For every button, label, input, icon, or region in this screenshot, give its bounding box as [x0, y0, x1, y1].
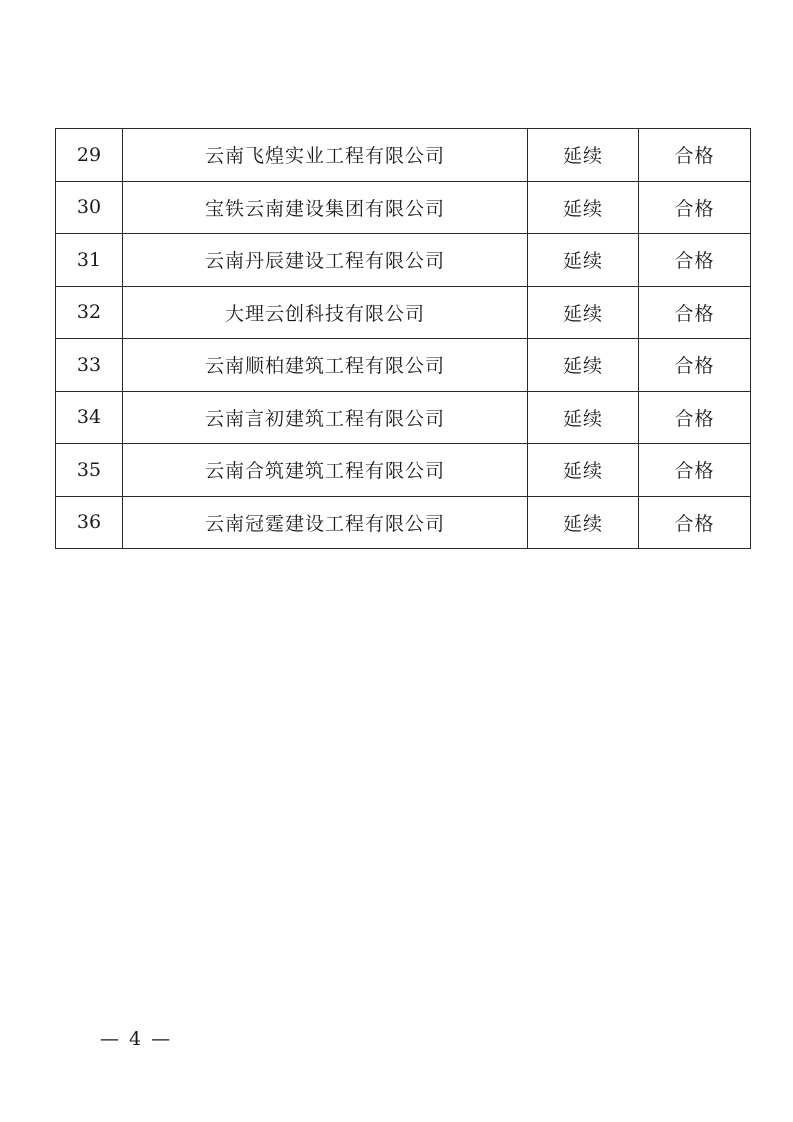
row-number-cell: 35 — [56, 444, 123, 497]
row-number-cell: 34 — [56, 391, 123, 444]
table-row — [56, 339, 751, 392]
result-cell: 合格 — [639, 286, 751, 339]
row-number-cell: 36 — [56, 496, 123, 549]
company-name-cell: 云南顺柏建筑工程有限公司 — [123, 339, 528, 392]
table-body — [56, 129, 751, 549]
company-name-cell: 云南飞煌实业工程有限公司 — [123, 129, 528, 182]
result-cell: 合格 — [639, 496, 751, 549]
table-row — [56, 129, 751, 182]
company-name-cell: 大理云创科技有限公司 — [123, 286, 528, 339]
result-cell: 合格 — [639, 444, 751, 497]
row-number-cell: 32 — [56, 286, 123, 339]
result-cell: 合格 — [639, 129, 751, 182]
company-name-cell: 云南言初建筑工程有限公司 — [123, 391, 528, 444]
page-number: — 4 — — [100, 1028, 173, 1050]
application-type-cell: 延续 — [528, 339, 639, 392]
application-type-cell: 延续 — [528, 129, 639, 182]
row-number-cell: 33 — [56, 339, 123, 392]
table-row — [56, 286, 751, 339]
application-type-cell: 延续 — [528, 286, 639, 339]
table-row — [56, 391, 751, 444]
row-number-cell: 31 — [56, 234, 123, 287]
table-row — [56, 444, 751, 497]
company-roster-table — [55, 128, 751, 549]
company-name-cell: 宝铁云南建设集团有限公司 — [123, 181, 528, 234]
company-name-cell: 云南合筑建筑工程有限公司 — [123, 444, 528, 497]
result-cell: 合格 — [639, 234, 751, 287]
table-row — [56, 181, 751, 234]
row-number-cell: 30 — [56, 181, 123, 234]
company-name-cell: 云南冠霆建设工程有限公司 — [123, 496, 528, 549]
row-number-cell: 29 — [56, 129, 123, 182]
application-type-cell: 延续 — [528, 391, 639, 444]
result-cell: 合格 — [639, 391, 751, 444]
application-type-cell: 延续 — [528, 234, 639, 287]
application-type-cell: 延续 — [528, 496, 639, 549]
company-name-cell: 云南丹辰建设工程有限公司 — [123, 234, 528, 287]
result-cell: 合格 — [639, 181, 751, 234]
table-row — [56, 234, 751, 287]
application-type-cell: 延续 — [528, 181, 639, 234]
table-row — [56, 496, 751, 549]
result-cell: 合格 — [639, 339, 751, 392]
application-type-cell: 延续 — [528, 444, 639, 497]
